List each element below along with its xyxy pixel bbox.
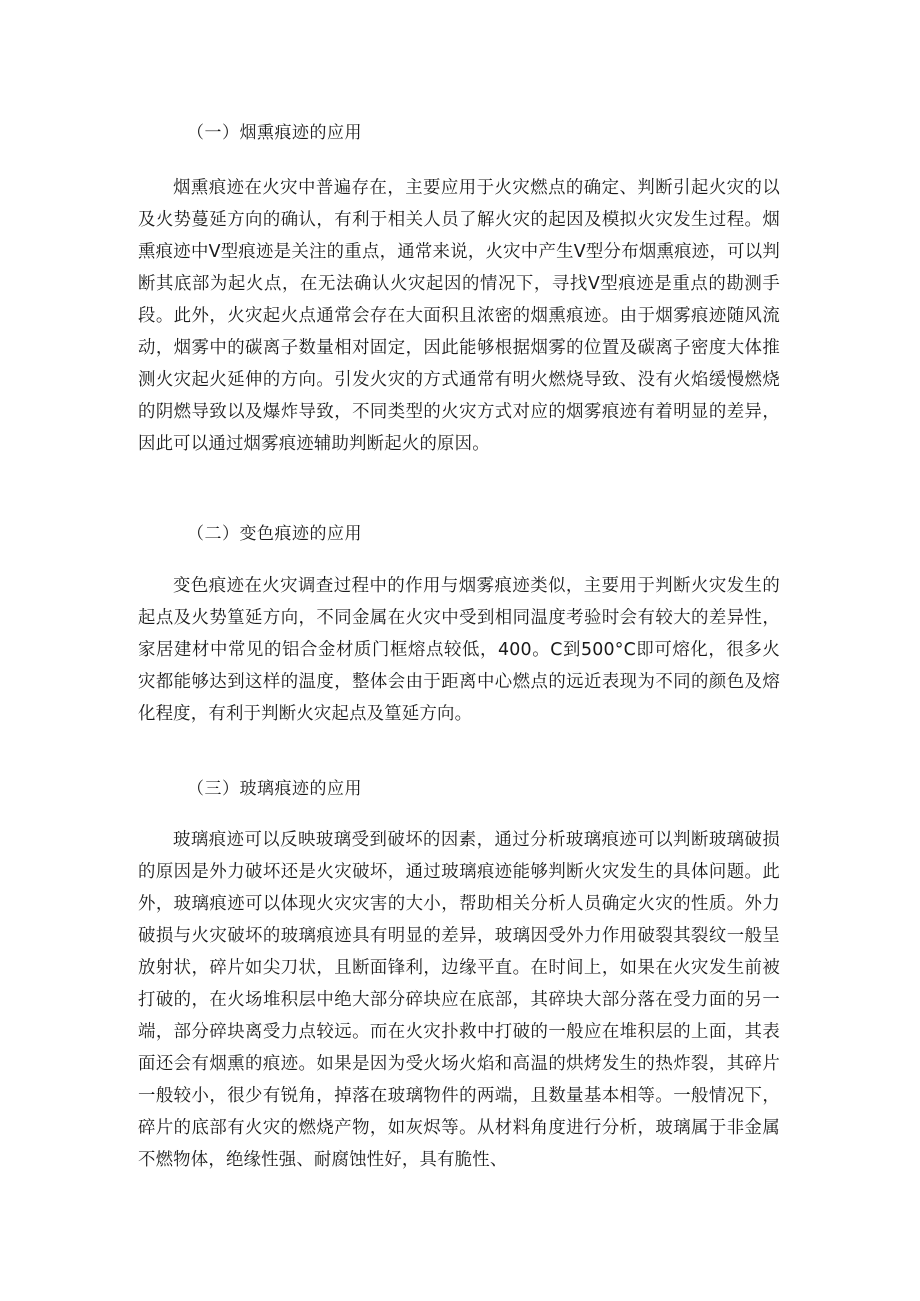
- section-paragraph-smoke-traces: 烟熏痕迹在火灾中普遍存在，主要应用于火灾燃点的确定、判断引起火灾的以及火势蔓延方向的确认，有利于相关人员了解火灾的起因及模拟火灾发生过程。烟熏痕迹中V型痕迹是关注的重点，通常来说，火灾中产生V型分布烟熏痕迹，可以判断其底部为起火点，在无法确认火灾起因的情况下，寻找V型痕迹是重点的勘测手段。此外，火灾起火点通常会存在大面积且浓密的烟熏痕迹。由于烟雾痕迹随风流动，烟雾中的碳离子数量相对固定，因此能够根据烟雾的位置及碳离子密度大体推测火灾起火延伸的方向。引发火灾的方式通常有明火燃烧导致、没有火焰缓慢燃烧的阴燃导致以及爆炸导致，不同类型的火灾方式对应的烟雾痕迹有着明显的差异，因此可以通过烟雾痕迹辅助判断起火的原因。: [138, 178, 780, 454]
- section-paragraph-discoloration-traces: 变色痕迹在火灾调查过程中的作用与烟雾痕迹类似，主要用于判断火灾发生的起点及火势篁延方向，不同金属在火灾中受到相同温度考验时会有较大的差异性，家居建材中常见的铝合金材质门框熔点较低，400。C到500°C即可熔化，很多火灾都能够达到这样的温度，整体会由于距离中心燃点的远近表现为不同的颜色及熔化程度，有利于判断火灾起点及篁延方向。: [138, 576, 780, 724]
- section-heading-glass-traces: （三）玻璃痕迹的应用: [187, 779, 362, 799]
- section-paragraph-glass-traces: 玻璃痕迹可以反映玻璃受到破坏的因素，通过分析玻璃痕迹可以判断玻璃破损的原因是外力破坏还是火灾破坏，通过玻璃痕迹能够判断火灾发生的具体问题。此外，玻璃痕迹可以体现火灾灾害的大小，帮助相关分析人员确定火灾的性质。外力破损与火灾破坏的玻璃痕迹具有明显的差异，玻璃因受外力作用破裂其裂纹一般呈放射状，碎片如尖刀状，且断面锋利，边缘平直。在时间上，如果在火灾发生前被打破的，在火场堆积层中绝大部分碎块应在底部，其碎块大部分落在受力面的另一端，部分碎块离受力点较远。而在火灾扑救中打破的一般应在堆积层的上面，其表面还会有烟熏的痕迹。如果是因为受火场火焰和高温的烘烤发生的热炸裂，其碎片一般较小，很少有锐角，掉落在玻璃物件的两端，且数量基本相等。一般情况下，碎片的底部有火灾的燃烧产物，如灰烬等。从材料角度进行分析，玻璃属于非金属不燃物体，绝缘性强、耐腐蚀性好，具有脆性、: [138, 830, 780, 1170]
- section-heading-smoke-traces: （一）烟熏痕迹的应用: [187, 123, 362, 143]
- section-heading-discoloration-traces: （二）变色痕迹的应用: [187, 524, 362, 544]
